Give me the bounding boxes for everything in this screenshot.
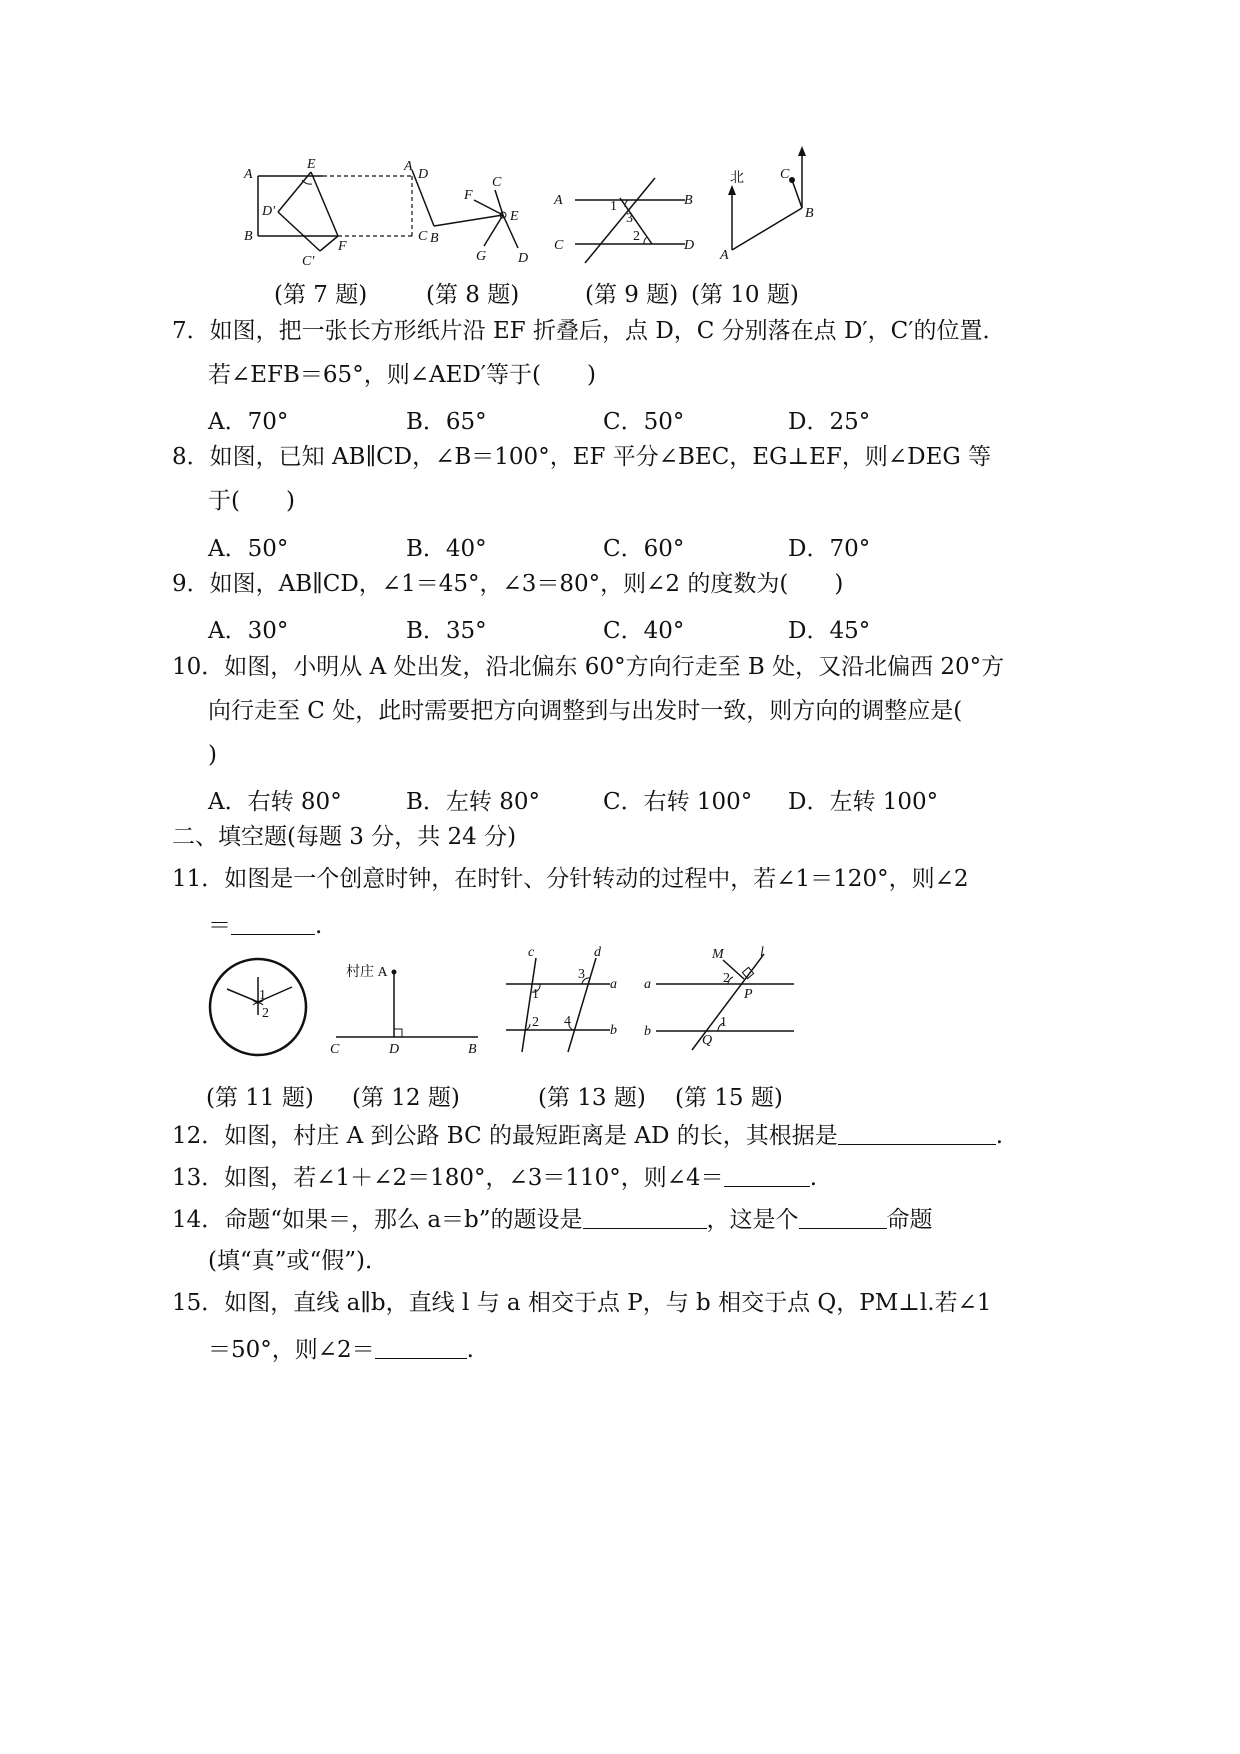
fig10-label-north: 北 bbox=[730, 171, 744, 186]
section-heading-fill-in: 二、填空题(每题 3 分，共 24 分) bbox=[172, 824, 517, 850]
q11-suffix: . bbox=[315, 913, 323, 940]
figure-12 bbox=[326, 955, 486, 1060]
q8-stem-line2: 于( ) bbox=[208, 488, 295, 514]
q8-option-a: A．50° bbox=[208, 536, 289, 562]
fig7-label-D: D bbox=[418, 167, 429, 182]
fig13-angle-1: 1 bbox=[532, 987, 539, 1002]
fig15-label-a: a bbox=[644, 977, 651, 992]
q14-part1: 14．命题“如果＝，那么 a＝b”的题设是 bbox=[172, 1207, 583, 1234]
caption-fig12: (第 12 题) bbox=[352, 1085, 460, 1111]
q13-text: 13．如图，若∠1＋∠2＝180°，∠3＝110°，则∠4＝ bbox=[172, 1165, 724, 1192]
figure-9 bbox=[550, 168, 710, 268]
q11-answer-blank[interactable] bbox=[231, 910, 315, 935]
q10-stem-line2: 向行走至 C 处，此时需要把方向调整到与出发时一致，则方向的调整应是( bbox=[208, 698, 963, 724]
q14-stem-line1 bbox=[172, 1204, 933, 1235]
caption-fig10: (第 10 题) bbox=[691, 282, 799, 308]
fig9-label-D: D bbox=[684, 238, 695, 253]
figure-10 bbox=[720, 140, 830, 265]
fig10-label-C: C bbox=[780, 167, 790, 182]
q8-stem-line1: 8．如图，已知 AB∥CD，∠B＝100°，EF 平分∠BEC，EG⊥EF，则∠DEG 等 bbox=[172, 444, 992, 470]
fig9-angle-2: 2 bbox=[633, 229, 640, 244]
q12-stem bbox=[172, 1120, 1003, 1151]
fig12-label-C: C bbox=[330, 1042, 340, 1057]
fig12-label-B: B bbox=[468, 1042, 477, 1057]
caption-fig13: (第 13 题) bbox=[538, 1085, 646, 1111]
fig13-label-a: a bbox=[610, 977, 617, 992]
q11-prefix: ＝ bbox=[208, 913, 231, 940]
fig13-angle-2: 2 bbox=[532, 1015, 539, 1030]
figure-15 bbox=[640, 940, 805, 1060]
q10-option-b: B．左转 80° bbox=[406, 789, 540, 815]
q13-suffix: . bbox=[809, 1165, 817, 1192]
fig7-label-D-prime: D′ bbox=[262, 204, 276, 219]
q7-option-c: C．50° bbox=[603, 409, 685, 435]
figure-13 bbox=[500, 940, 635, 1060]
caption-fig7: (第 7 题) bbox=[274, 282, 368, 308]
q14-part3: 命题 bbox=[886, 1207, 933, 1234]
q15-answer-blank[interactable] bbox=[375, 1334, 467, 1359]
q12-answer-blank[interactable] bbox=[838, 1120, 996, 1145]
q12-text: 12．如图，村庄 A 到公路 BC 的最短距离是 AD 的长，其根据是 bbox=[172, 1123, 838, 1150]
fig7-label-F: F bbox=[338, 239, 347, 254]
fig8-label-C: C bbox=[492, 175, 502, 190]
q7-option-b: B．65° bbox=[406, 409, 487, 435]
fig11-angle-1: 1 bbox=[259, 988, 266, 1003]
q8-option-c: C．60° bbox=[603, 536, 685, 562]
figure-8 bbox=[400, 150, 540, 265]
fig7-label-C: C bbox=[418, 229, 428, 244]
fig13-angle-3: 3 bbox=[578, 967, 585, 982]
caption-fig9: (第 9 题) bbox=[585, 282, 679, 308]
fig15-angle-2: 2 bbox=[723, 971, 730, 986]
q15-stem-line2 bbox=[208, 1334, 474, 1365]
fig13-angle-4: 4 bbox=[564, 1014, 571, 1029]
figure-11 bbox=[204, 955, 314, 1065]
fig7-label-A: A bbox=[244, 167, 253, 182]
q7-option-a: A．70° bbox=[208, 409, 289, 435]
fig7-label-C-prime: C′ bbox=[302, 254, 315, 269]
fig15-label-P: P bbox=[744, 987, 753, 1002]
fig9-angle-1: 1 bbox=[610, 199, 617, 214]
fig13-label-c: c bbox=[528, 945, 535, 960]
caption-fig11: (第 11 题) bbox=[206, 1085, 314, 1111]
q14-stem-line2: (填“真”或“假”)． bbox=[208, 1248, 388, 1274]
q8-option-d: D．70° bbox=[788, 536, 871, 562]
q10-option-c: C．右转 100° bbox=[603, 789, 753, 815]
fig15-label-M: M bbox=[712, 947, 724, 962]
fig8-label-B: B bbox=[430, 231, 439, 246]
fig11-angle-2: 2 bbox=[262, 1006, 269, 1021]
q15-stem-line1: 15．如图，直线 a∥b，直线 l 与 a 相交于点 P，与 b 相交于点 Q，PM⊥l.若∠1 bbox=[172, 1290, 992, 1316]
fig12-label-D: D bbox=[389, 1042, 400, 1057]
fig15-label-l: l bbox=[760, 945, 764, 960]
fig7-label-E: E bbox=[307, 157, 316, 172]
fig9-label-B: B bbox=[684, 193, 693, 208]
q13-stem bbox=[172, 1162, 817, 1193]
fig8-label-D: D bbox=[518, 251, 529, 266]
q9-stem-line1: 9．如图，AB∥CD，∠1＝45°，∠3＝80°，则∠2 的度数为( ) bbox=[172, 571, 844, 597]
q7-stem-line1: 7．如图，把一张长方形纸片沿 EF 折叠后，点 D，C 分别落在点 D′，C′的位置． bbox=[172, 318, 1006, 344]
q7-option-d: D．25° bbox=[788, 409, 871, 435]
q9-option-b: B．35° bbox=[406, 618, 487, 644]
fig13-label-b: b bbox=[610, 1023, 617, 1038]
q9-option-d: D．45° bbox=[788, 618, 871, 644]
q10-stem-line3: ) bbox=[208, 742, 217, 768]
q10-stem-line1: 10．如图，小明从 A 处出发，沿北偏东 60°方向行走至 B 处，又沿北偏西 20°方 bbox=[172, 654, 1005, 680]
q9-option-a: A．30° bbox=[208, 618, 289, 644]
fig8-label-E: E bbox=[510, 209, 519, 224]
q13-answer-blank[interactable] bbox=[724, 1162, 810, 1187]
q14-part2: ，这是个 bbox=[706, 1207, 799, 1234]
q9-option-c: C．40° bbox=[603, 618, 685, 644]
q12-suffix: . bbox=[995, 1123, 1004, 1150]
fig15-angle-1: 1 bbox=[720, 1015, 727, 1030]
q10-option-a: A．右转 80° bbox=[208, 789, 342, 815]
q15-suffix: . bbox=[466, 1337, 474, 1364]
q7-stem-line2: 若∠EFB＝65°，则∠AED′等于( ) bbox=[208, 362, 596, 388]
fig9-angle-3: 3 bbox=[626, 211, 633, 226]
fig13-label-d: d bbox=[594, 945, 601, 960]
fig8-label-G: G bbox=[476, 249, 487, 264]
fig15-label-Q: Q bbox=[702, 1033, 713, 1048]
caption-fig15: (第 15 题) bbox=[675, 1085, 783, 1111]
caption-fig8: (第 8 题) bbox=[426, 282, 520, 308]
fig9-label-C: C bbox=[554, 238, 564, 253]
fig15-label-b: b bbox=[644, 1024, 651, 1039]
fig9-label-A: A bbox=[554, 193, 563, 208]
q10-option-d: D．左转 100° bbox=[788, 789, 939, 815]
q14-premise-blank[interactable] bbox=[583, 1204, 707, 1229]
q8-option-b: B．40° bbox=[406, 536, 487, 562]
q14-truth-blank[interactable] bbox=[799, 1204, 887, 1229]
fig10-label-A: A bbox=[720, 248, 729, 263]
fig8-label-A: A bbox=[404, 159, 413, 174]
fig12-label-village-a: 村庄 A bbox=[346, 965, 388, 980]
fig7-label-B: B bbox=[244, 229, 253, 244]
q15-prefix: ＝50°，则∠2＝ bbox=[208, 1337, 375, 1364]
fig10-label-B: B bbox=[805, 206, 814, 221]
q11-stem-line2 bbox=[208, 910, 322, 941]
fig8-label-F: F bbox=[464, 188, 473, 203]
q11-stem-line1: 11．如图是一个创意时钟，在时针、分针转动的过程中，若∠1＝120°，则∠2 bbox=[172, 866, 969, 892]
